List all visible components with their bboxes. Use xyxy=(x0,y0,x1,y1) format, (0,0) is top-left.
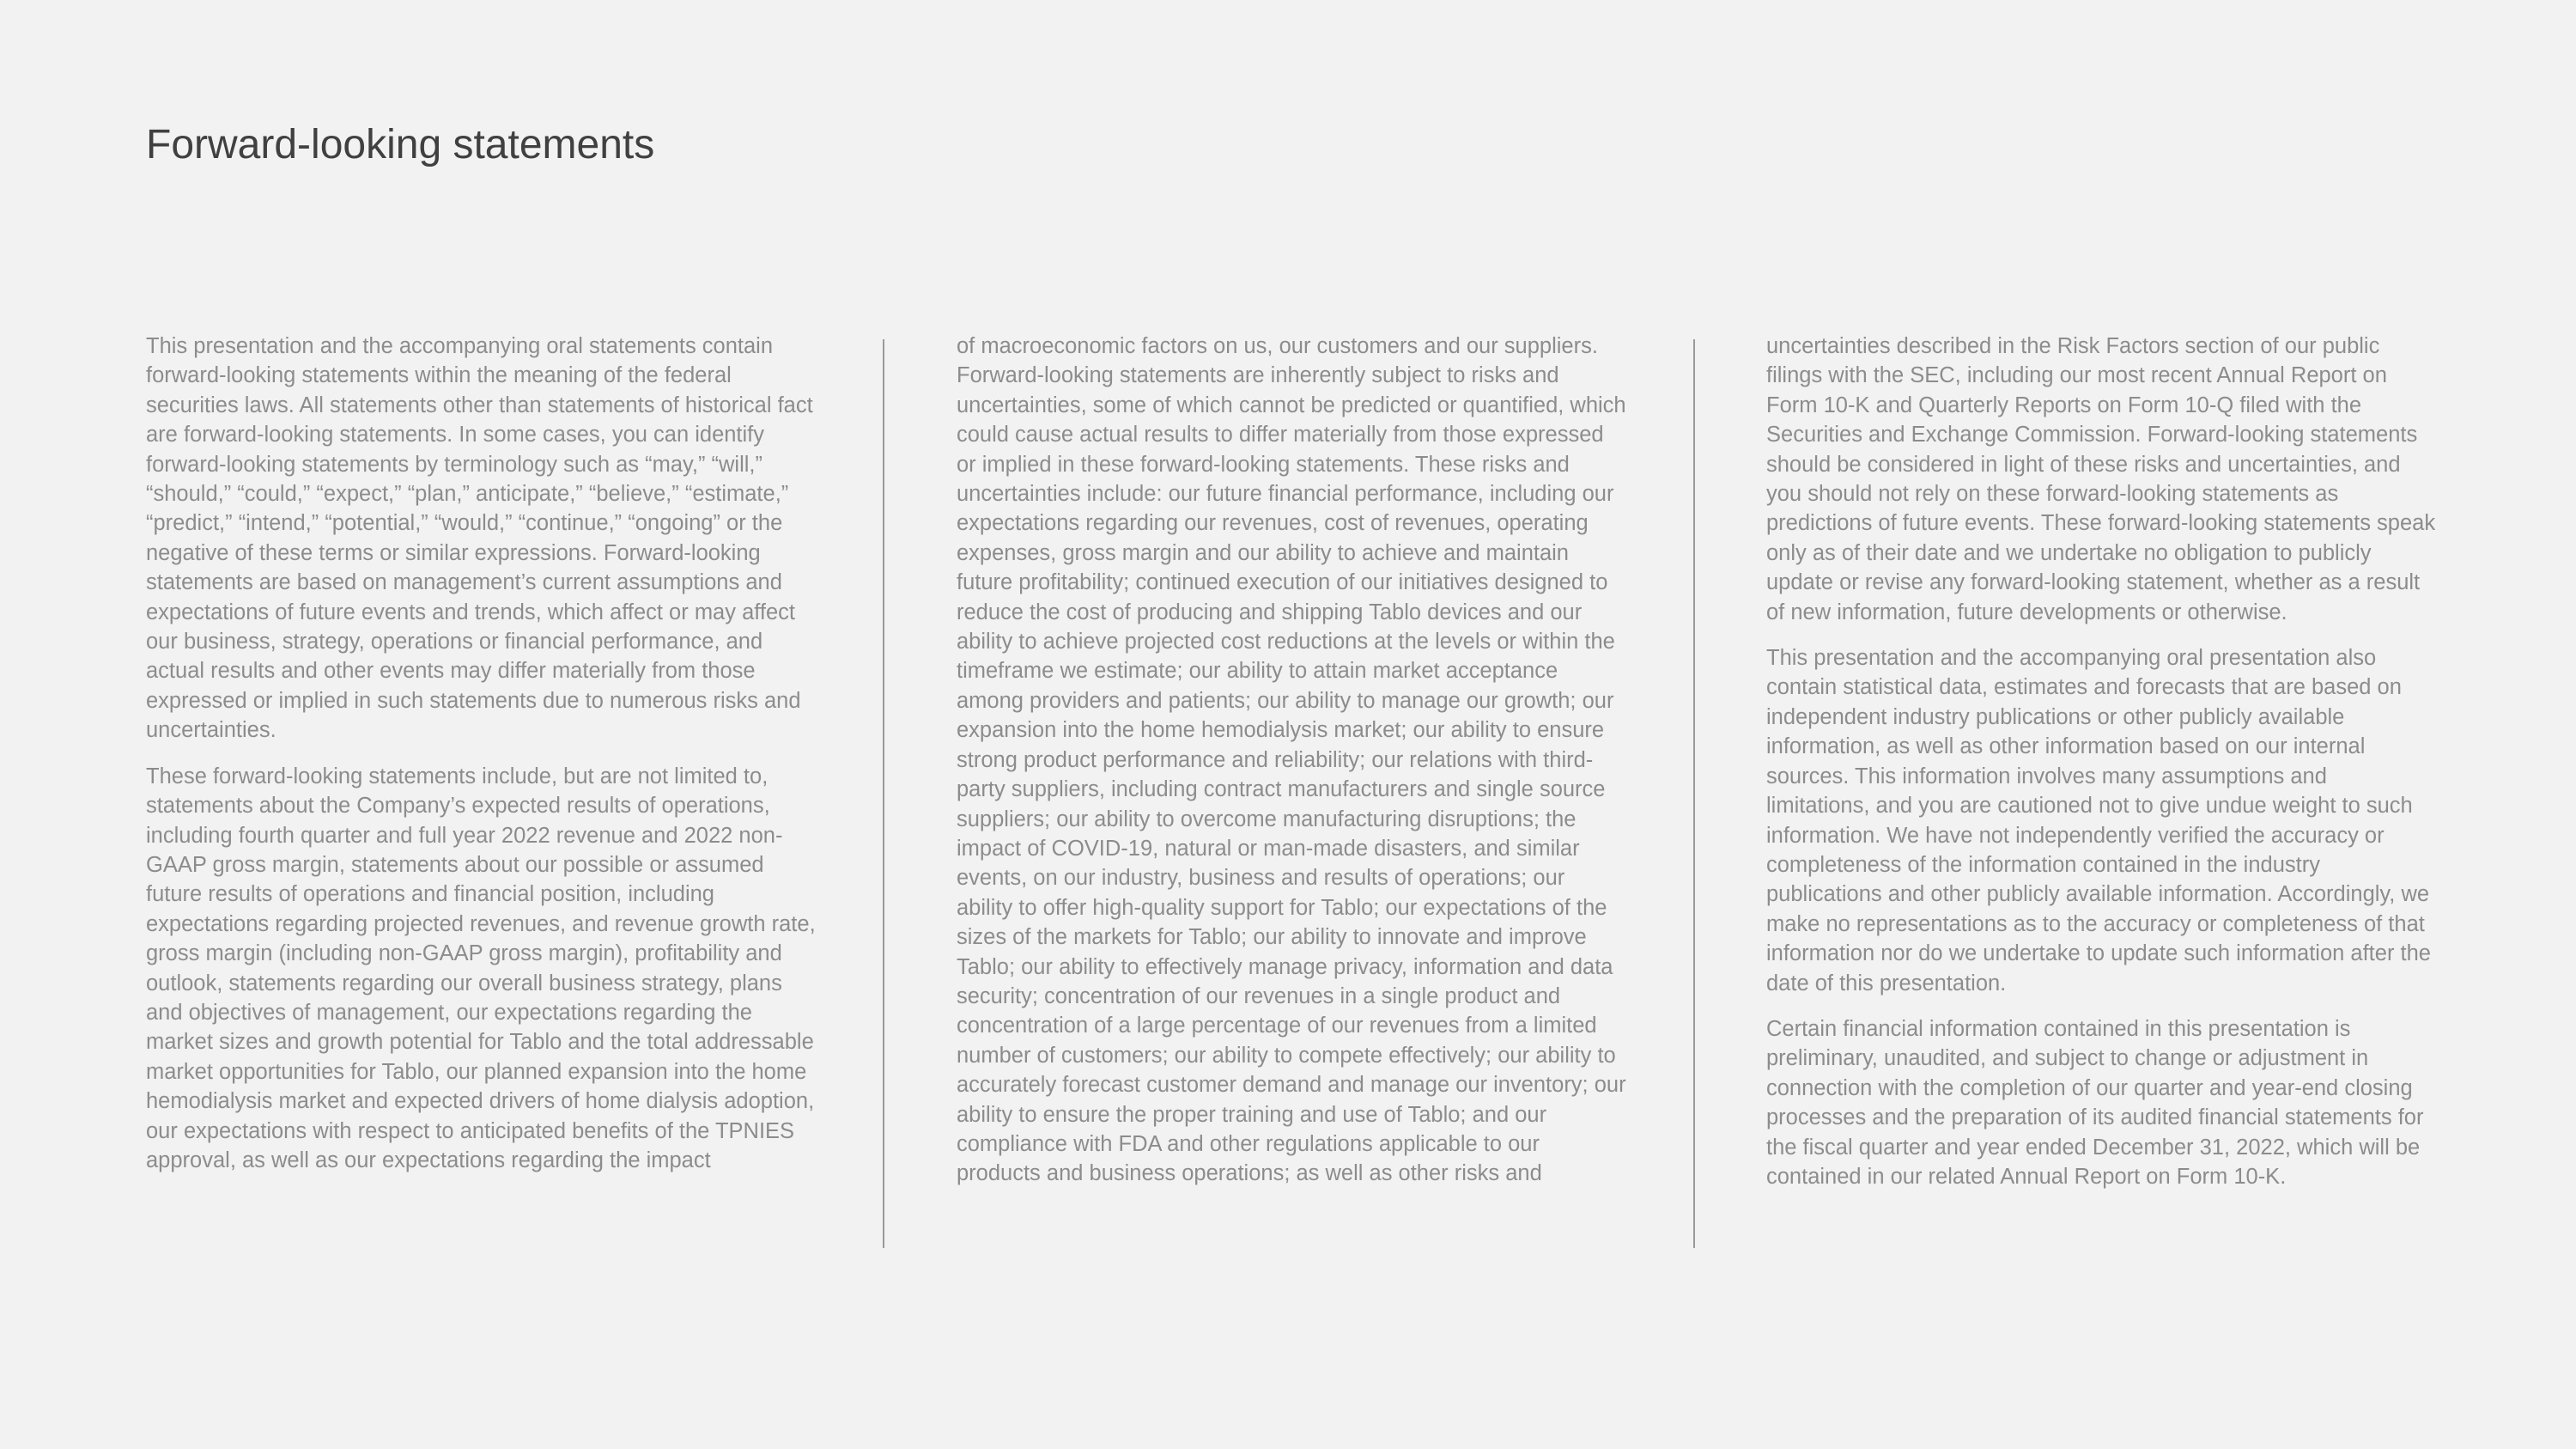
paragraph: These forward-looking statements include, but are not limited to, statements about the Company’s expected results of operations, including fourth quarter and full year 2022 revenue and 2022 non-GAAP gross margin, statements about our possible or assumed future results of operations and financial position, including expectations regarding projected revenues, and revenue growth rate, gross margin (including non-GAAP gross margin), profitability and outlook, statements regarding our overall business strategy, plans and objectives of management, our expectations regarding the market sizes and growth potential for Tablo and the total addressable market opportunities for Tablo, our planned expansion into the home hemodialysis market and expected drivers of home dialysis adoption, our expectations with respect to anticipated benefits of the TPNIES approval, as well as our expectations regarding the impact xyxy=(146,764,816,1172)
column-divider xyxy=(883,339,884,1248)
paragraph: of macroeconomic factors on us, our customers and our suppliers. Forward-looking statements are inherently subject to risks and uncertainties, some of which cannot be predicted or quantified, which could cause actual results to differ materially from those expressed or implied in these forward-looking statements. These risks and uncertainties include: our future financial performance, including our expectations regarding our revenues, cost of revenues, operating expenses, gross margin and our ability to achieve and maintain future profitability; continued execution of our initiatives designed to reduce the cost of producing and shipping Tablo devices and our ability to achieve projected cost reductions at the levels or within the timeframe we estimate; our ability to attain market acceptance among providers and patients; our ability to manage our growth; our expansion into the home hemodialysis market; our ability to ensure strong product performance and reliability; our relations with third-party suppliers, including contract manufacturers and single source suppliers; our ability to overcome manufacturing disruptions; the impact of COVID-19, natural or man-made disasters, and similar events, on our industry, business and results of operations; our ability to offer high-quality support for Tablo; our expectations of the sizes of the markets for Tablo; our ability to innovate and improve Tablo; our ability to effectively manage privacy, information and data security; concentration of our revenues in a single product and concentration of a large percentage of our revenues from a limited number of customers; our ability to compete effectively; our ability to accurately forecast customer demand and manage our inventory; our ability to ensure the proper training and use of Tablo; and our compliance with FDA and other regulations applicable to our products and business operations; as well as other risks and xyxy=(957,334,1626,1186)
column-divider xyxy=(1693,339,1695,1248)
paragraph: This presentation and the accompanying oral statements contain forward-looking statements within the meaning of the federal securities laws. All statements other than statements of historical fact are forward-looking statements. In some cases, you can identify forward-looking statements by terminology such as “may,” “will,” “should,” “could,” “expect,” “plan,” anticipate,” “believe,” “estimate,” “predict,” “intend,” “potential,” “would,” “continue,” “ongoing” or the negative of these terms or similar expressions. Forward-looking statements are based on management’s current assumptions and expectations of future events and trends, which affect or may affect our business, strategy, operations or financial performance, and actual results and other events may differ materially from those expressed or implied in such statements due to numerous risks and uncertainties. xyxy=(146,334,813,743)
text-column-2 xyxy=(957,332,1626,1205)
text-column-3 xyxy=(1766,332,2436,1208)
page-title: Forward-looking statements xyxy=(146,122,655,167)
paragraph: Certain financial information contained in this presentation is preliminary, unaudited, and subject to change or adjustment in connection with the completion of our quarter and year-end closing processes and the preparation of its audited financial statements for the fiscal quarter and year ended December 31, 2022, which will be contained in our related Annual Report on Form 10-K. xyxy=(1766,1016,2424,1189)
paragraph: This presentation and the accompanying oral presentation also contain statistical data, estimates and forecasts that are based on independent industry publications or other publicly available information, as well as other information based on our internal sources. This information involves many assumptions and limitations, and you are cautioned not to give undue weight to such information. We have not independently verified the accuracy or completeness of the information contained in the industry publications and other publicly available information. Accordingly, we make no representations as to the accuracy or completeness of that information nor do we undertake to update such information after the date of this presentation. xyxy=(1766,646,2431,995)
paragraph: uncertainties described in the Risk Factors section of our public filings with the SEC, including our most recent Annual Report on Form 10-K and Quarterly Reports on Form 10-Q filed with the Securities and Exchange Commission. Forward-looking statements should be considered in light of these risks and uncertainties, and you should not rely on these forward-looking statements as predictions of future events. These forward-looking statements speak only as of their date and we undertake no obligation to publicly update or revise any forward-looking statement, whether as a result of new information, future developments or otherwise. xyxy=(1766,334,2436,624)
text-column-1 xyxy=(146,332,816,1191)
